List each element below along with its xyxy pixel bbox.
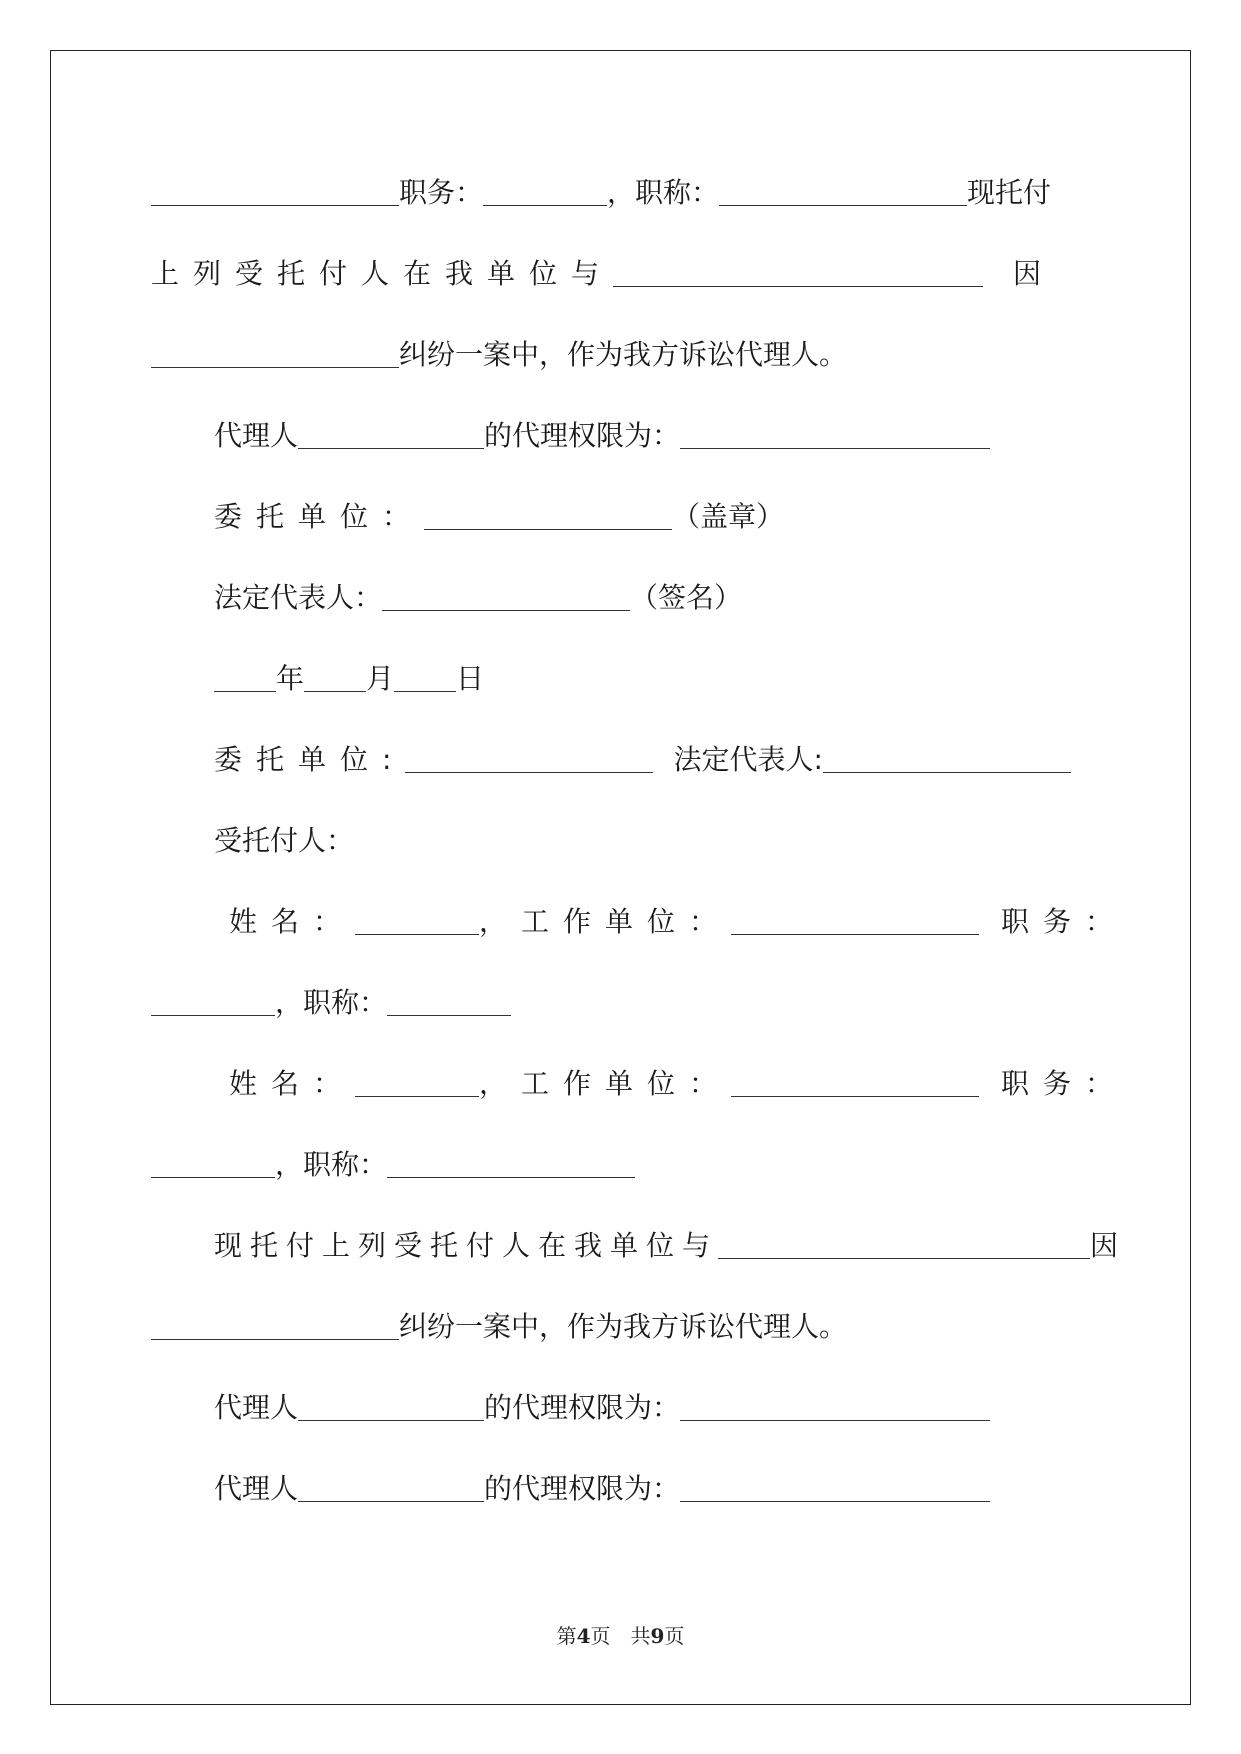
footer-text: 页 共	[590, 1624, 651, 1648]
blank-field[interactable]	[387, 987, 511, 1016]
blank-field[interactable]	[151, 177, 399, 206]
doc-line-13	[151, 1145, 1091, 1185]
text: 法定代表人:	[673, 743, 823, 776]
doc-line-10	[151, 902, 1169, 942]
blank-field[interactable]	[613, 258, 983, 287]
blank-field[interactable]	[151, 1149, 275, 1178]
blank-field[interactable]	[680, 1473, 990, 1502]
text: ，职称：	[275, 1148, 388, 1181]
blank-field[interactable]	[387, 1149, 635, 1178]
blank-field[interactable]	[718, 1230, 1090, 1259]
footer-text: 第	[556, 1624, 577, 1648]
doc-line-1	[151, 173, 1091, 213]
blank-field[interactable]	[394, 663, 456, 692]
doc-line-4	[151, 416, 1154, 456]
blank-field[interactable]	[719, 177, 967, 206]
text: ，职称：	[607, 176, 720, 209]
blank-field[interactable]	[405, 744, 653, 773]
text: 姓名：	[229, 1067, 356, 1100]
blank-field[interactable]	[214, 663, 276, 692]
blank-field[interactable]	[151, 987, 275, 1016]
text: 纠纷一案中，作为我方诉讼代理人。	[399, 1310, 848, 1343]
doc-line-11	[151, 983, 1091, 1023]
doc-line-5	[151, 497, 1154, 537]
doc-line-12	[151, 1064, 1169, 1104]
blank-field[interactable]	[731, 1068, 979, 1097]
text: ，工作单位：	[479, 905, 732, 938]
text: 姓名：	[229, 905, 356, 938]
blank-field[interactable]	[823, 744, 1071, 773]
blank-field[interactable]	[483, 177, 607, 206]
blank-field[interactable]	[680, 1392, 990, 1421]
blank-field[interactable]	[298, 420, 484, 449]
text: ，职称：	[275, 986, 388, 1019]
text: 现托付上列受托付人在我单位与	[214, 1229, 719, 1262]
text: 职务：	[399, 176, 484, 209]
text: 因	[1013, 257, 1042, 290]
blank-field[interactable]	[731, 906, 979, 935]
doc-line-16	[151, 1388, 1154, 1428]
blank-field[interactable]	[298, 1392, 484, 1421]
text: 法定代表人：	[214, 581, 383, 614]
text: 的代理权限为：	[484, 419, 681, 452]
doc-line-7-date	[151, 659, 1154, 699]
blank-field[interactable]	[151, 339, 399, 368]
blank-field[interactable]	[355, 906, 479, 935]
text: 日	[456, 662, 485, 695]
total-pages: 9	[650, 1624, 665, 1648]
page-border	[50, 50, 1191, 1705]
text: ，工作单位：	[479, 1067, 732, 1100]
page-footer	[0, 1620, 1241, 1649]
text: （签名）	[630, 581, 743, 614]
blank-field[interactable]	[424, 501, 672, 530]
doc-line-17	[151, 1469, 1154, 1509]
text: 的代理权限为：	[484, 1391, 681, 1424]
doc-line-8	[151, 740, 1154, 780]
text: 代理人	[214, 1391, 299, 1424]
text: 职务：	[1001, 905, 1128, 938]
text: 委托单位:	[214, 743, 406, 776]
doc-line-9	[151, 821, 1154, 861]
text: （盖章）	[672, 500, 785, 533]
text: 上列受托付人在我单位与	[151, 257, 614, 290]
footer-text: 页	[664, 1624, 685, 1648]
text: 年	[276, 662, 305, 695]
page-number: 4	[576, 1624, 591, 1648]
blank-field[interactable]	[680, 420, 990, 449]
doc-line-14	[151, 1226, 1154, 1266]
blank-field[interactable]	[382, 582, 630, 611]
text: 因	[1090, 1229, 1119, 1262]
doc-line-3	[151, 335, 1091, 375]
blank-field[interactable]	[298, 1473, 484, 1502]
text: 的代理权限为：	[484, 1472, 681, 1505]
doc-line-6	[151, 578, 1154, 618]
text: 月	[366, 662, 395, 695]
blank-field[interactable]	[304, 663, 366, 692]
blank-field[interactable]	[151, 1311, 399, 1340]
text: 纠纷一案中，作为我方诉讼代理人。	[399, 338, 848, 371]
doc-line-15	[151, 1307, 1091, 1347]
text: 现托付	[967, 176, 1052, 209]
text: 代理人	[214, 1472, 299, 1505]
blank-field[interactable]	[355, 1068, 479, 1097]
doc-line-2	[151, 254, 1091, 294]
text: 受托付人：	[214, 824, 355, 857]
text: 委托单位：	[214, 500, 425, 533]
text: 职务：	[1001, 1067, 1128, 1100]
text: 代理人	[214, 419, 299, 452]
